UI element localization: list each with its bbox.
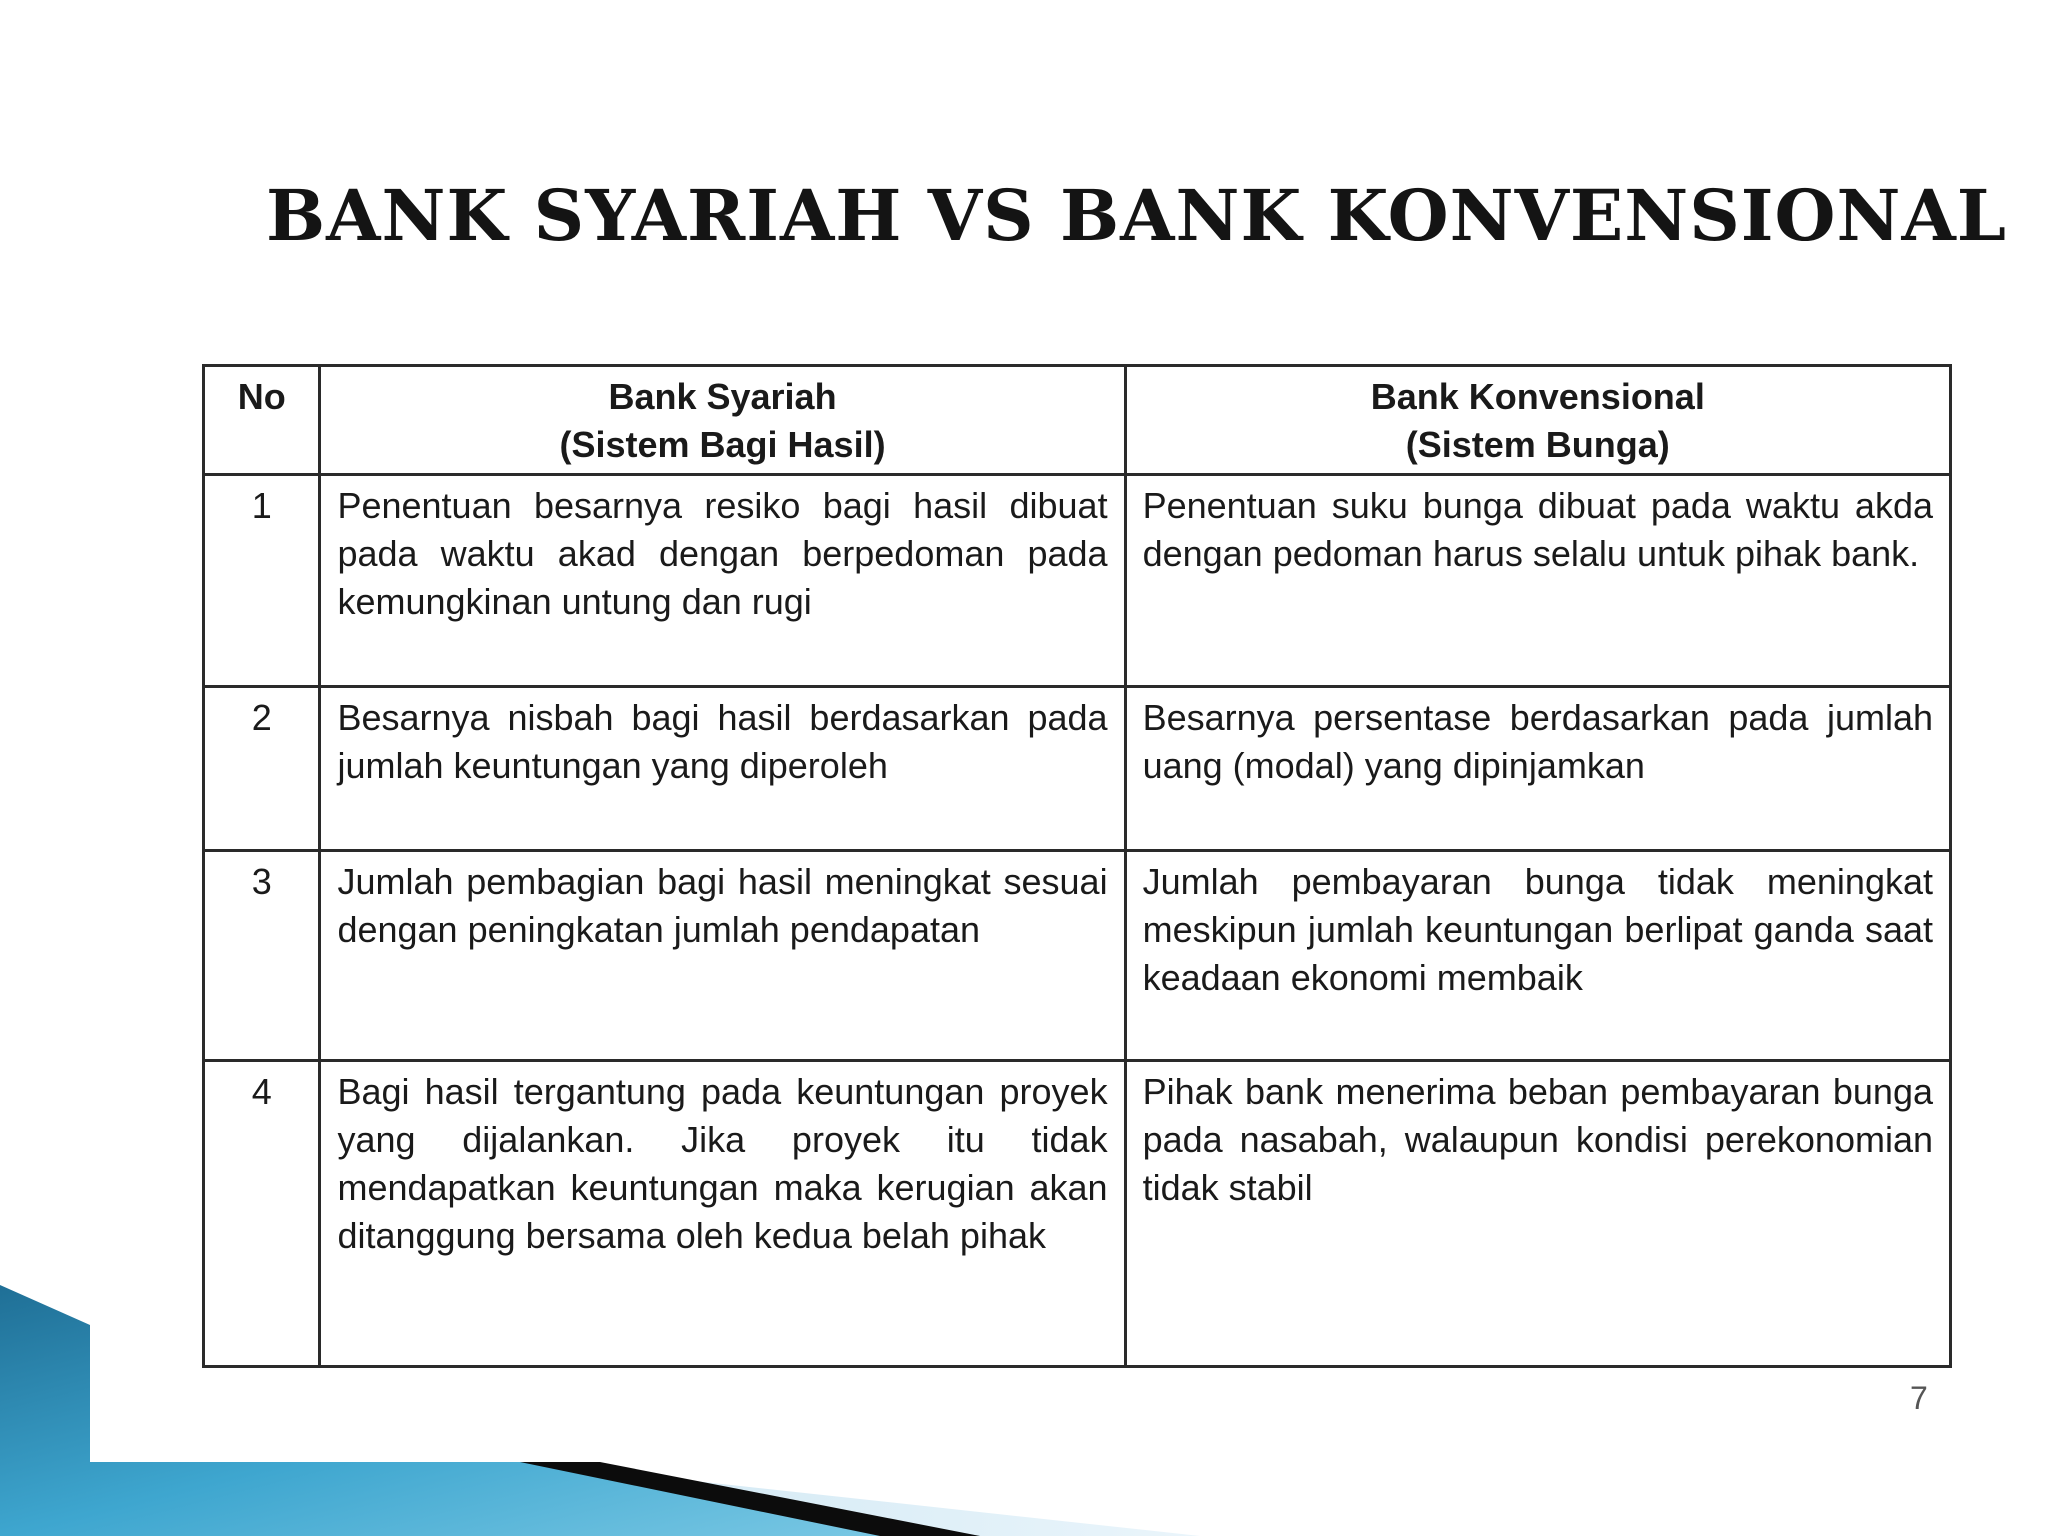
cell-bank-konvensional: Pihak bank menerima beban pembayaran bunga pada nasabah, walaupun kondisi perekonomian tidak stabil [1125, 1061, 1950, 1367]
row-number: 2 [204, 687, 320, 851]
header-no: No [204, 366, 320, 475]
cell-bank-konvensional: Besarnya persentase berdasarkan pada jumlah uang (modal) yang dipinjamkan [1125, 687, 1950, 851]
table-row [204, 851, 1951, 1061]
cell-bank-syariah: Penentuan besarnya resiko bagi hasil dibuat pada waktu akad dengan berpedoman pada kemungkinan untung dan rugi [320, 475, 1125, 687]
cell-bank-syariah: Besarnya nisbah bagi hasil berdasarkan pada jumlah keuntungan yang diperoleh [320, 687, 1125, 851]
table-row [204, 475, 1951, 687]
table-row [204, 1061, 1951, 1367]
comparison-table [202, 364, 1952, 1368]
decor-black-stripe [520, 1462, 980, 1536]
decor-pale-band [520, 1462, 1200, 1536]
page-number: 7 [1910, 1380, 1928, 1416]
cell-bank-konvensional: Penentuan suku bunga dibuat pada waktu akda dengan pedoman harus selalu untuk pihak bank. [1125, 475, 1950, 687]
table-row [204, 687, 1951, 851]
table-header-row [204, 366, 1951, 475]
header-bank-konvensional [1125, 366, 1950, 475]
cell-bank-syariah: Bagi hasil tergantung pada keuntungan proyek yang dijalankan. Jika proyek itu tidak mendapatkan keuntungan maka kerugian akan ditanggung bersama oleh kedua belah pihak [320, 1061, 1125, 1367]
row-number: 1 [204, 475, 320, 687]
cell-bank-konvensional: Jumlah pembayaran bunga tidak meningkat meskipun jumlah keuntungan berlipat ganda saat keadaan ekonomi membaik [1125, 851, 1950, 1061]
header-bank-konvensional-name: Bank Konvensional [1370, 376, 1705, 417]
row-number: 3 [204, 851, 320, 1061]
cell-bank-syariah: Jumlah pembagian bagi hasil meningkat sesuai dengan peningkatan jumlah pendapatan [320, 851, 1125, 1061]
header-bank-syariah-name: Bank Syariah [608, 376, 837, 417]
header-bank-konvensional-system: (Sistem Bunga) [1405, 424, 1670, 465]
header-bank-syariah [320, 366, 1125, 475]
row-number: 4 [204, 1061, 320, 1367]
header-bank-syariah-system: (Sistem Bagi Hasil) [559, 424, 886, 465]
slide-title: BANK SYARIAH VS BANK KONVENSIONAL [266, 174, 2008, 257]
